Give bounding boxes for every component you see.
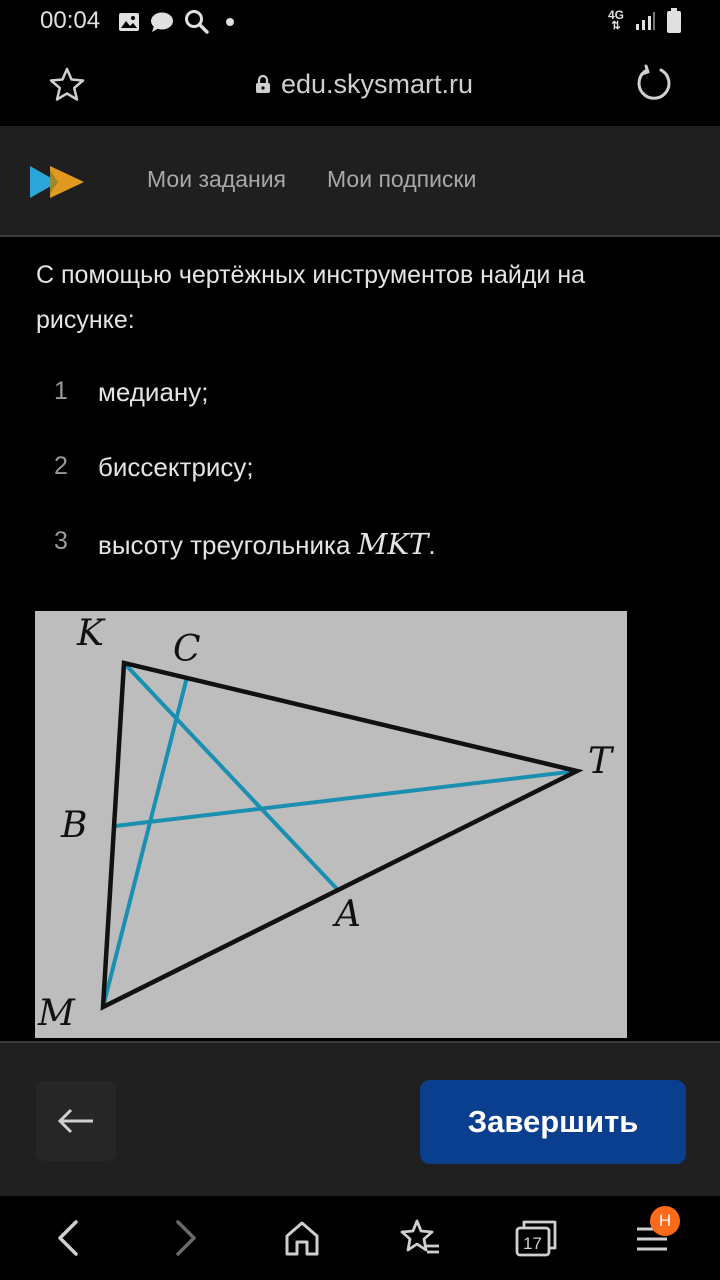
finish-button[interactable]: Завершить: [420, 1080, 686, 1164]
status-time: 00:04: [40, 7, 101, 34]
task-prompt: С помощью чертёжных инструментов найди на рисунке:: [36, 261, 586, 334]
dot-icon: [220, 12, 240, 32]
network-4g-icon: 4G ⇅: [607, 8, 624, 32]
status-icons-right: [608, 8, 682, 34]
browser-home-button[interactable]: [278, 1216, 326, 1260]
lock-icon: [255, 74, 271, 94]
list-text: биссектрису;: [98, 452, 254, 482]
triangle-figure: [35, 611, 627, 1038]
url-text: edu.skysmart.ru: [281, 68, 474, 99]
list-item: [0, 527, 720, 571]
segment-KA: [124, 663, 337, 889]
list-text: высоту треугольника: [98, 530, 358, 560]
segment-TB: [115, 771, 577, 826]
label-M: M: [38, 993, 75, 1034]
chat-icon: [150, 11, 174, 33]
list-item: [0, 377, 720, 421]
tabs-icon: [514, 1218, 558, 1258]
math-triangle-name: MKT: [357, 527, 429, 561]
home-icon: [282, 1218, 322, 1258]
bookmark-list-icon: [399, 1218, 441, 1258]
browser-back-button[interactable]: [44, 1216, 92, 1260]
list-number: 3: [54, 527, 68, 555]
list-text-with-math: [98, 527, 436, 561]
browser-bottom-nav: [0, 1196, 720, 1280]
nav-my-subscriptions[interactable]: Мои подписки: [327, 166, 477, 192]
task-content: [0, 239, 720, 1041]
triangle-drawing: [35, 611, 627, 1038]
browser-bookmarks-button[interactable]: [396, 1216, 444, 1260]
browser-forward-button[interactable]: [162, 1216, 210, 1260]
image-icon: [118, 11, 140, 33]
label-K: K: [77, 613, 104, 654]
address-bar[interactable]: [255, 66, 473, 102]
action-bar: [0, 1041, 720, 1196]
bookmark-star-icon[interactable]: [48, 66, 86, 104]
label-A: A: [335, 894, 361, 935]
label-T: T: [588, 741, 613, 782]
browser-tabs-button[interactable]: [512, 1216, 560, 1260]
battery-icon: [666, 8, 682, 34]
browser-toolbar: [0, 44, 720, 126]
list-number: 2: [54, 452, 68, 480]
nav-my-tasks[interactable]: Мои задания: [147, 166, 286, 192]
status-bar: [0, 0, 720, 44]
chevron-left-icon: [54, 1218, 82, 1258]
list-item: [0, 452, 720, 496]
skysmart-logo-icon[interactable]: [28, 162, 86, 202]
reload-icon[interactable]: [634, 64, 674, 104]
label-B: B: [61, 805, 88, 846]
list-text: медиану;: [98, 377, 209, 407]
back-button[interactable]: [36, 1081, 116, 1161]
signal-icon: [634, 10, 656, 32]
tabs-count: 17: [523, 1234, 542, 1253]
search-icon: [184, 9, 210, 35]
label-C: C: [173, 629, 201, 670]
network-type-label: 4G: [607, 8, 624, 22]
chevron-right-icon: [172, 1218, 200, 1258]
menu-notification-badge: H: [650, 1206, 680, 1236]
status-icons-left: [118, 9, 240, 35]
segment-MC: [103, 677, 187, 1007]
list-number: 1: [54, 377, 68, 405]
site-header: [0, 126, 720, 237]
arrow-left-icon: [56, 1106, 96, 1136]
list-suffix: .: [428, 530, 436, 560]
